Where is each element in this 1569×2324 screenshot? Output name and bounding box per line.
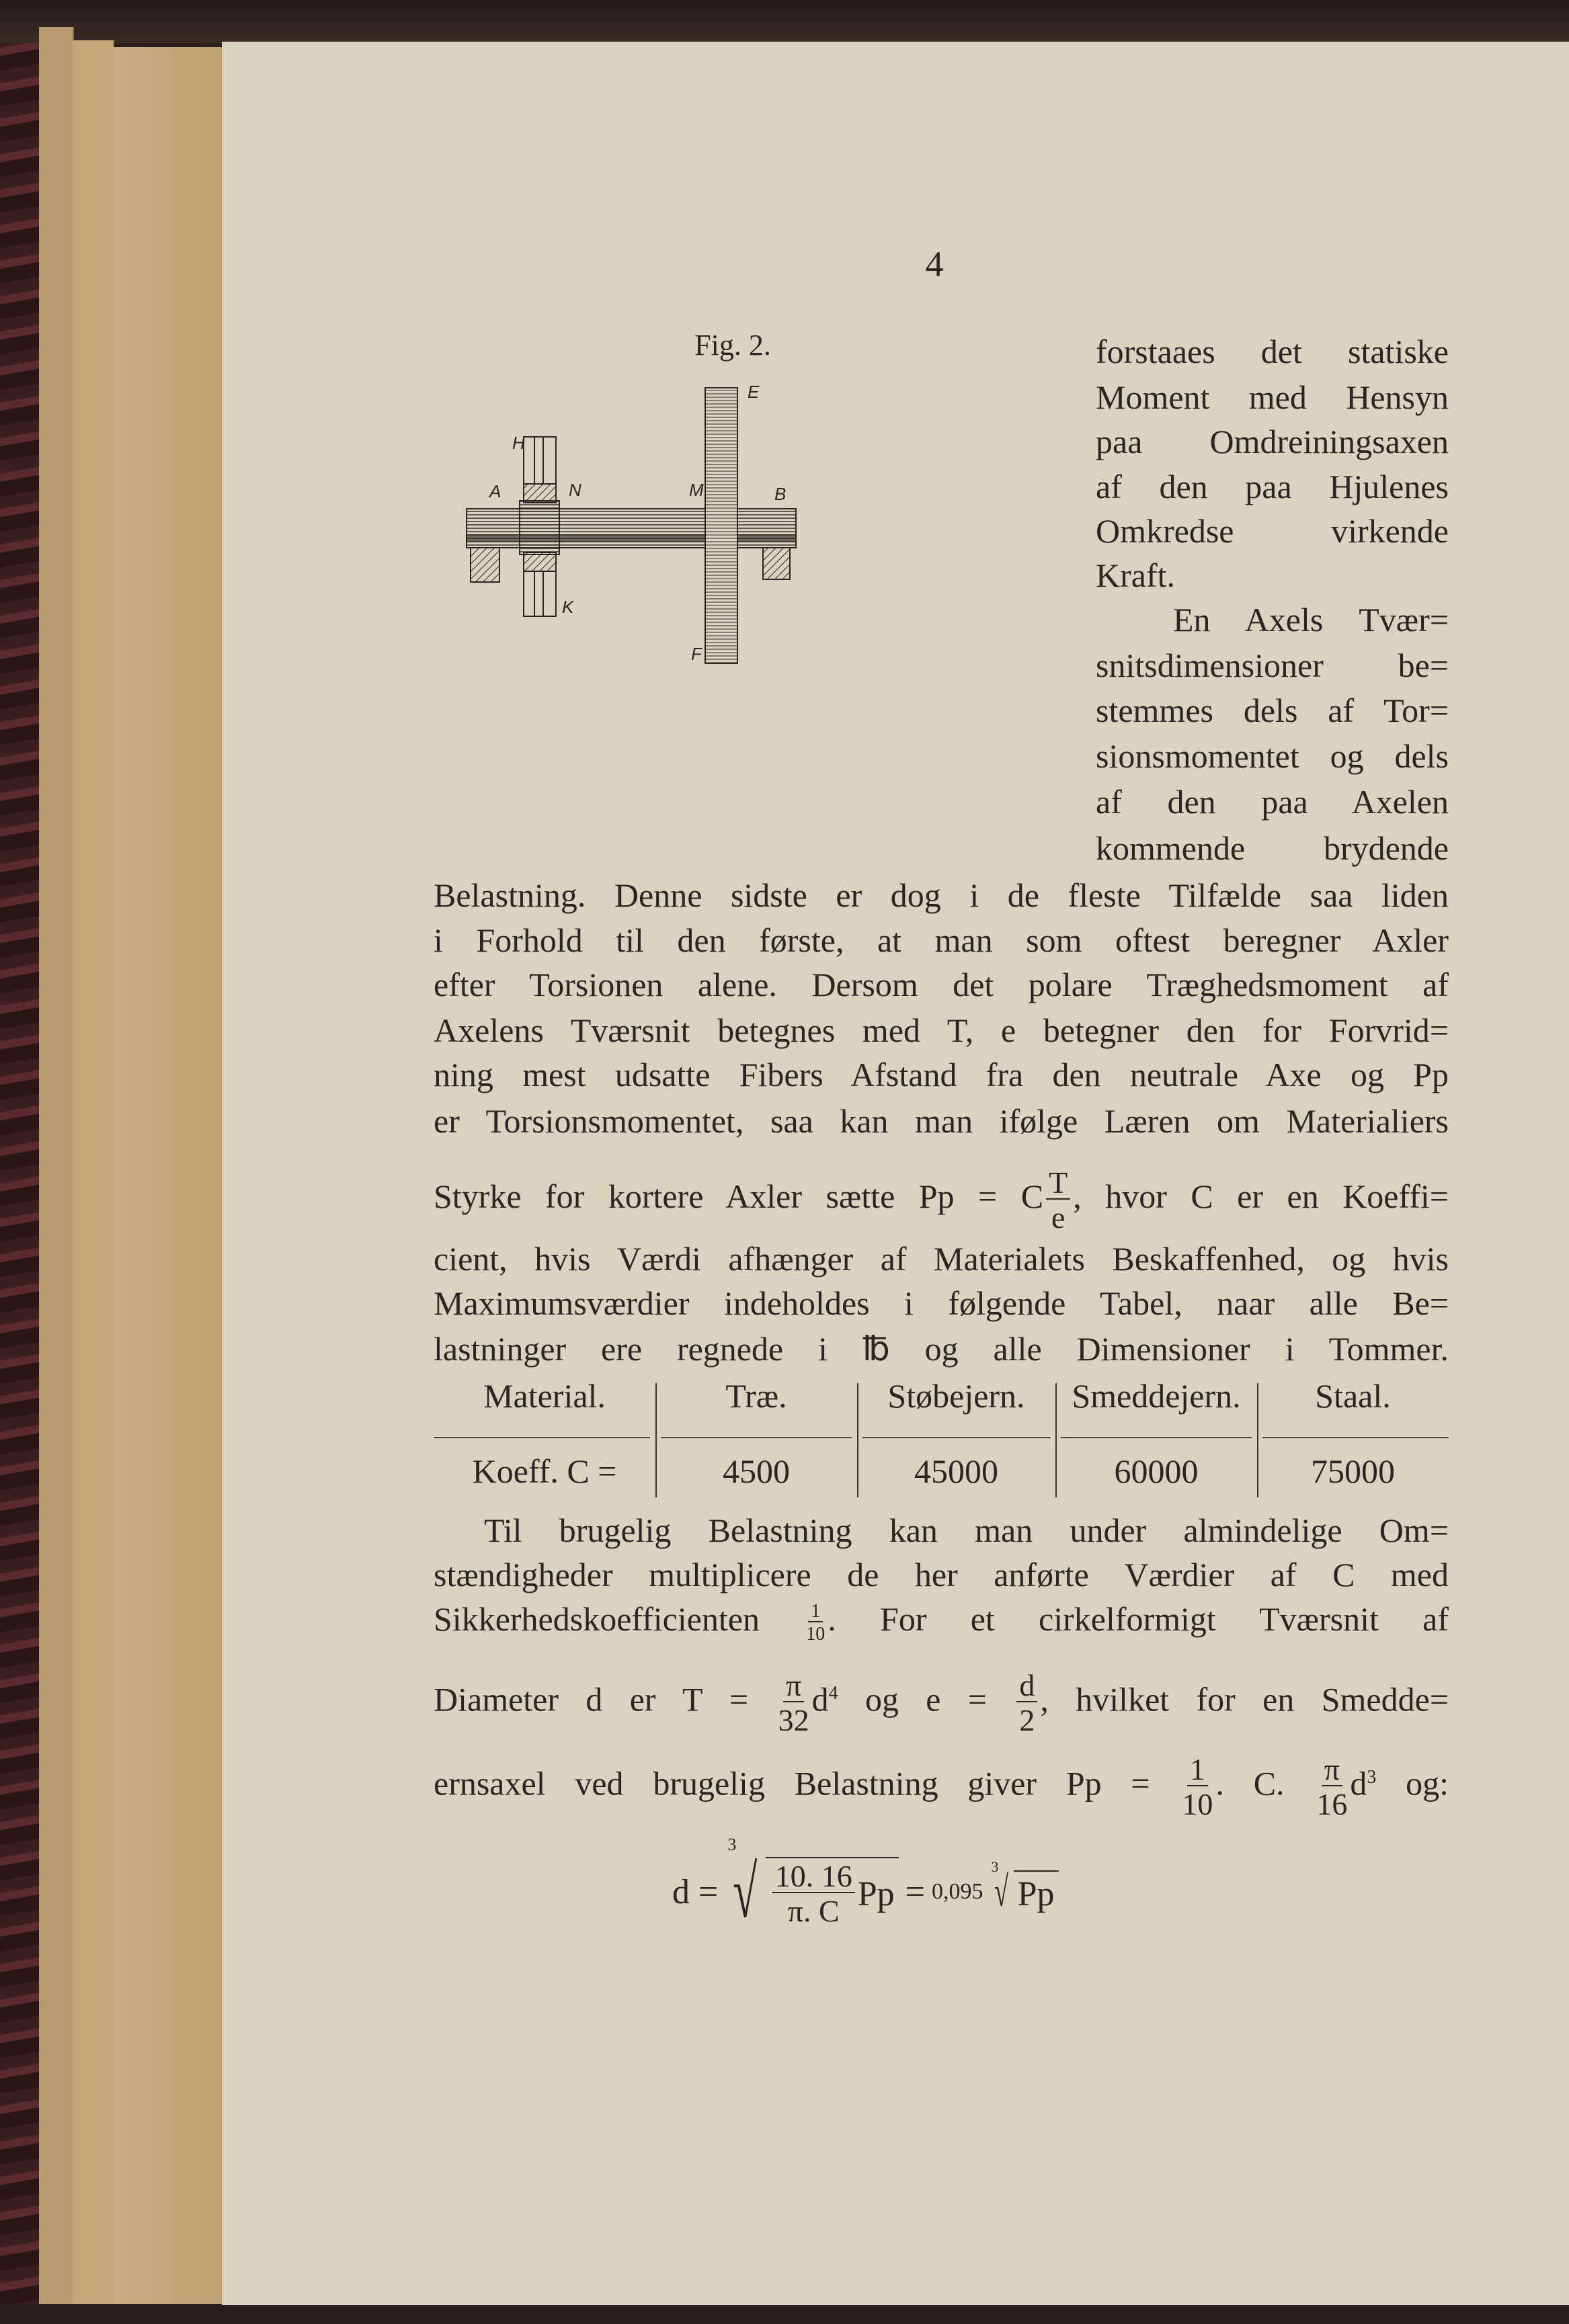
text-segment: Sikkerhedskoefficienten xyxy=(434,1600,760,1638)
text-segment: d xyxy=(811,1680,829,1718)
text-line: af den paa Hjulenes xyxy=(1096,468,1449,505)
text-line: snitsdimensioner be= xyxy=(1096,647,1449,684)
text-line: stemmes dels af Tor= xyxy=(1096,692,1449,729)
numerator: π xyxy=(1322,1754,1342,1786)
text-segment: d xyxy=(1350,1764,1367,1802)
fraction-radicand xyxy=(772,1861,855,1927)
table-cell: 75000 xyxy=(1311,1452,1395,1490)
text-line: Axelens Tværsnit betegnes med T, e betegner den for Forvrid= xyxy=(434,1011,1449,1049)
figure-label-b: B xyxy=(774,484,787,504)
text-segment: . C. xyxy=(1215,1764,1285,1802)
denominator: 32 xyxy=(778,1703,809,1738)
text-line: er Torsionsmomentet, saa kan man ifølge Læren om Materialiers xyxy=(434,1102,1449,1140)
equals-sign: = xyxy=(905,1872,925,1911)
text-line: paa Omdreiningsaxen xyxy=(1096,423,1449,460)
table-divider xyxy=(857,1383,858,1497)
table-header: Staal. xyxy=(1315,1377,1391,1415)
text-line: sionsmomentet og dels xyxy=(1096,737,1449,775)
bottom-edge xyxy=(0,2304,1569,2324)
denominator: 10 xyxy=(1182,1787,1213,1822)
text-segment: . For et cirkelformigt Tværsnit af xyxy=(828,1600,1449,1638)
radicand-tail: Pp xyxy=(857,1874,895,1913)
denominator: 10 xyxy=(806,1623,826,1645)
page-stack-edge xyxy=(73,40,114,2305)
table-rule xyxy=(1262,1437,1449,1438)
root-index: 3 xyxy=(727,1835,737,1854)
radical-sign-icon: √ xyxy=(733,1851,758,1933)
fraction-t-over-e xyxy=(1046,1167,1070,1233)
table-cell: 4500 xyxy=(723,1452,790,1490)
numerator: 1 xyxy=(1187,1754,1208,1786)
fraction-one-over-ten xyxy=(1182,1754,1213,1820)
fraction-pi-over-32 xyxy=(778,1670,809,1736)
figure-label-h: H xyxy=(512,433,525,453)
table-header: Træ. xyxy=(725,1377,787,1415)
exponent: 4 xyxy=(828,1683,838,1704)
text-line: af den paa Axelen xyxy=(1096,783,1449,821)
table-cell: 45000 xyxy=(914,1452,998,1490)
radical-sign-icon: √ xyxy=(994,1868,1009,1915)
numerator: 1 xyxy=(808,1602,823,1622)
text-segment: ernsaxel ved brugelig Belastning giver Pp = xyxy=(434,1764,1150,1802)
text-line: Maximumsværdier indeholdes i følgende Tabel, naar alle Be= xyxy=(434,1284,1449,1322)
radicand xyxy=(766,1857,899,1927)
figure-label-k: K xyxy=(562,597,574,617)
table-rule xyxy=(862,1437,1051,1438)
text-line: Til brugelig Belastning kan man under almindelige Om= xyxy=(484,1511,1449,1549)
denominator: 16 xyxy=(1316,1787,1348,1822)
text-line: kommende brydende xyxy=(1096,829,1449,867)
cover-edge xyxy=(39,27,74,2312)
text-line: forstaaes det statiske xyxy=(1096,333,1449,370)
formula-line-diameter xyxy=(434,1657,1449,1738)
table-rule xyxy=(434,1437,650,1438)
table-divider xyxy=(1257,1383,1258,1497)
text-segment: Styrke for kortere Axler sætte Pp = C xyxy=(434,1177,1044,1215)
table-rule xyxy=(1061,1437,1252,1438)
table-cell: 60000 xyxy=(1114,1452,1199,1490)
table-header: Material. xyxy=(483,1377,606,1415)
table-column xyxy=(434,1371,655,1499)
page-stack xyxy=(113,47,224,2305)
numerator: T xyxy=(1046,1167,1070,1200)
figure-shaft-illustration xyxy=(457,376,807,679)
numerator: π xyxy=(783,1670,804,1702)
gear-wheel xyxy=(705,388,737,663)
table-column xyxy=(655,1371,857,1499)
text-line: Belastning. Denne sidste er dog i de fleste Tilfælde saa liden xyxy=(434,876,1449,914)
diameter-formula xyxy=(672,1835,1059,1933)
text-line: stændigheder multiplicere de her anførte Værdier af C med xyxy=(434,1556,1449,1593)
table-column xyxy=(1257,1371,1449,1499)
bearing-left xyxy=(471,544,499,582)
fraction-pi-over-16 xyxy=(1316,1754,1347,1820)
table-divider xyxy=(1055,1383,1057,1497)
table-header: Støbejern. xyxy=(887,1377,1025,1415)
denominator: 2 xyxy=(1019,1703,1035,1738)
fraction-one-tenth xyxy=(806,1602,825,1644)
text-line: efter Torsionen alene. Dersom det polare Træghedsmoment af xyxy=(434,966,1449,1003)
pulley xyxy=(520,437,559,616)
text-segment: Diameter d er T = xyxy=(434,1680,749,1718)
numerator: 10. 16 xyxy=(772,1861,855,1893)
radicand: Pp xyxy=(1014,1870,1059,1914)
text-line: ning mest udsatte Fibers Afstand fra den neutrale Axe og Pp xyxy=(434,1056,1449,1093)
exponent: 3 xyxy=(1367,1767,1377,1788)
text-line: Omkredse virkende xyxy=(1096,512,1449,550)
formula-lhs: d = xyxy=(672,1872,719,1911)
numerator: d xyxy=(1016,1670,1037,1702)
table-divider xyxy=(655,1383,657,1497)
coefficient-table xyxy=(434,1371,1449,1505)
cube-root-pp xyxy=(990,1858,1058,1915)
formula-line-pp-steel xyxy=(434,1741,1449,1822)
text-segment: , hvilket for en Smedde= xyxy=(1040,1680,1449,1718)
figure-label-a: A xyxy=(489,481,501,501)
table-column xyxy=(1055,1371,1257,1499)
text-line: lastninger ere regnede i ℔ og alle Dimensioner i Tommer. xyxy=(434,1330,1449,1368)
figure-label-f: F xyxy=(691,644,702,664)
top-edge xyxy=(0,0,1569,43)
table-header: Smeddejern. xyxy=(1072,1377,1241,1415)
fraction-d-over-2 xyxy=(1016,1670,1037,1736)
denominator: π. C xyxy=(787,1894,840,1928)
figure-label-m: M xyxy=(689,480,704,500)
bearing-right xyxy=(763,544,790,579)
table-cell: Koeff. C = xyxy=(472,1452,617,1490)
table-column xyxy=(857,1371,1055,1499)
text-line: Moment med Hensyn xyxy=(1096,378,1449,416)
text-segment: , hvor C er en Koeffi= xyxy=(1073,1177,1449,1215)
text-line: cient, hvis Værdi afhænger af Materialets Beskaffenhed, og hvis xyxy=(434,1240,1449,1278)
text-line: Kraft. xyxy=(1096,556,1175,594)
root-index: 3 xyxy=(991,1858,999,1875)
text-line: En Axels Tvær= xyxy=(1173,601,1449,638)
table-rule xyxy=(661,1437,852,1438)
text-line: i Forhold til den første, at man som oftest beregner Axler xyxy=(434,921,1449,959)
figure-label-n: N xyxy=(569,480,581,500)
denominator: e xyxy=(1051,1200,1065,1235)
page-number: 4 xyxy=(925,244,944,284)
shaft xyxy=(467,509,796,548)
figure-label-e: E xyxy=(748,382,760,402)
text-segment: og e = xyxy=(864,1680,988,1718)
formula-line-pp xyxy=(434,1163,1449,1235)
coefficient: 0,095 xyxy=(931,1879,983,1904)
figure-caption: Fig. 2. xyxy=(694,329,771,362)
text-segment: og: xyxy=(1406,1764,1449,1802)
text-line-safety-factor xyxy=(434,1599,1449,1645)
cube-root xyxy=(725,1835,898,1933)
